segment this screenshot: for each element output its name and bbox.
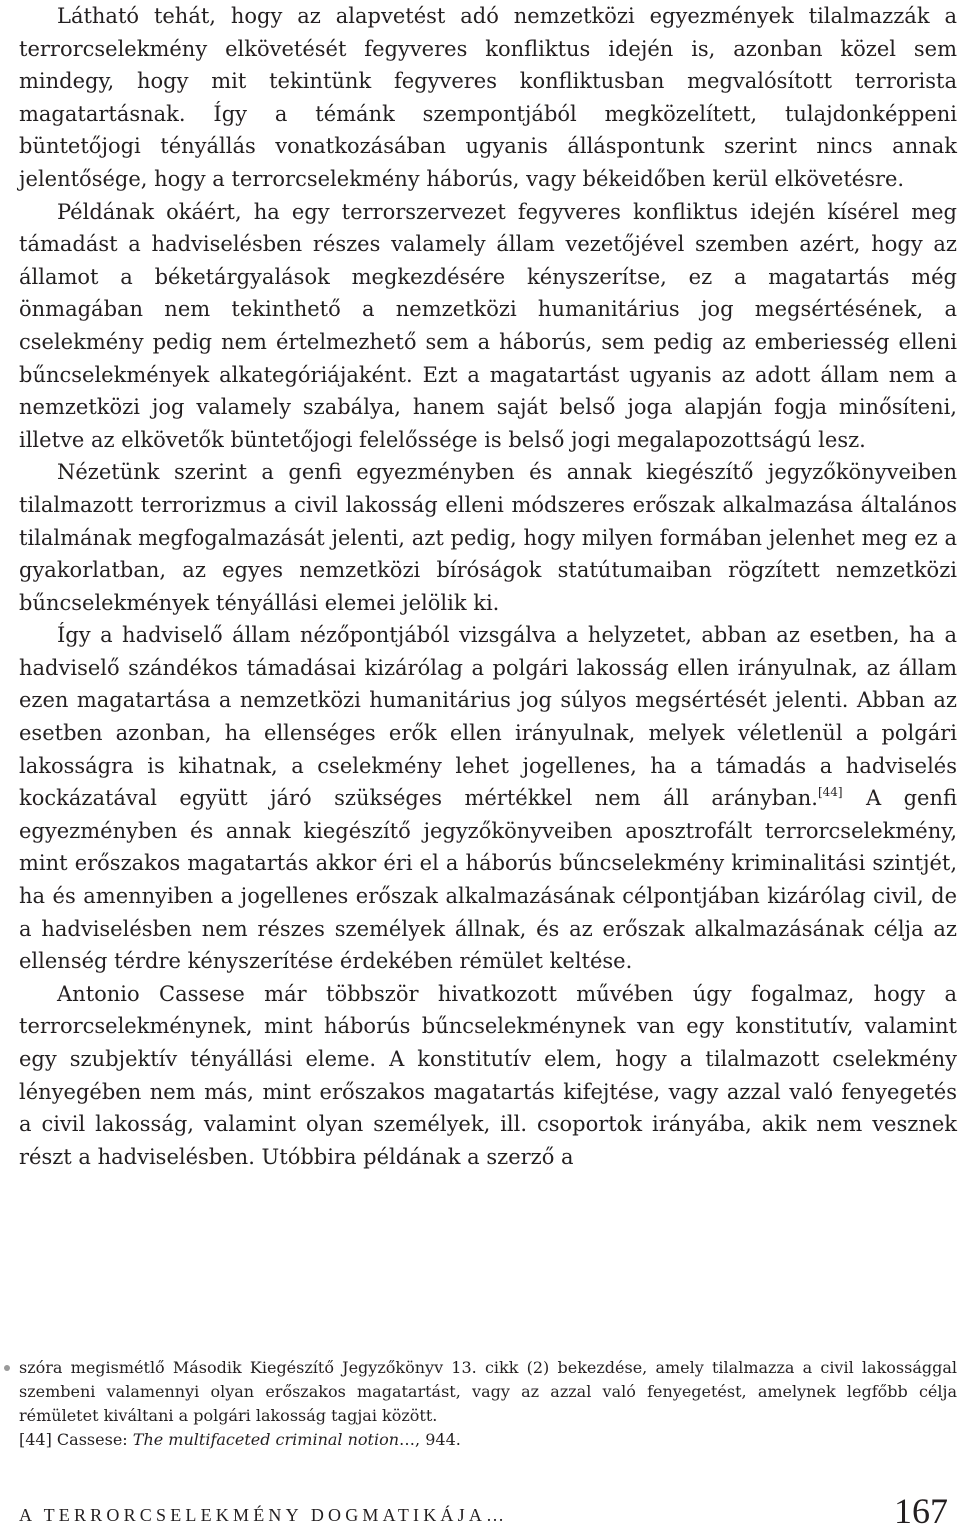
paragraph-4-text-b: A genfi egyezményben és annak kiegészítő jegyzőkönyveiben aposztrofált terrorcselekmény, mint erőszakos magatartás akkor éri el a háborús bűncselekmény kriminalitási szintjét, ha és amennyiben a jogellenes erőszak alkalmazásának célpontjában kizárólag civil, de a hadviselésben nem részes személyek állnak, és az erőszak alkalmazásának célja az ellenség térdre kényszerítése érdekében rémület keltése. bbox=[19, 786, 957, 974]
footnote-44-prefix: [44] Cassese: bbox=[19, 1430, 133, 1449]
main-text bbox=[19, 0, 957, 1173]
paragraph-4-text-a: Így a hadviselő állam nézőpontjából vizsgálva a helyzetet, abban az esetben, ha a hadviselő szándékos támadásai kizárólag a polgári lakosság ellen irányulnak, az állam ezen magatartása a nemzetközi humanitárius jog súlyos megsértését jelenti. Abban az esetben azonban, ha ellenséges erők ellen irányulnak, melyek véletlenül a polgári lakosságra is kihatnak, a cselekmény lehet jogellenes, ha a támadás a hadviselés kockázatával együtt járó szükséges mértékkel nem áll arányban. bbox=[19, 623, 957, 811]
footnote-44-suffix: …, 944. bbox=[399, 1430, 461, 1449]
footnote-reference-44[interactable]: [44] bbox=[817, 785, 843, 800]
paragraph-2: Példának okáért, ha egy terrorszervezet fegyveres konfliktus idején kísérel meg támadást a hadviselésben részes valamely állam vezetőjével szemben azért, hogy az államot a béketárgyalások megkezdésére kényszerítse, ez a magatartás még önmagában nem tekinthető a nemzetközi humanitárius jog megsértésének, a cselekmény pedig nem értelmezhető sem a háborús, sem pedig az emberiesség elleni bűncselekmények alkategóriájaként. Ezt a magatartást ugyanis az adott állam nem a nemzetközi jog valamely szabálya, hanem saját belső joga alapján fogja minősíteni, illetve az elkövetők büntetőjogi felelőssége is belső jogi megalapozottságú lesz. bbox=[19, 199, 957, 452]
paragraph-1: Látható tehát, hogy az alapvetést adó nemzetközi egyezmények tilalmazzák a terrorcselekmény elkövetését fegyveres konfliktus idején is, azonban közel sem mindegy, hogy mit tekintünk fegyveres konfliktusban megvalósított terrorista magatartásnak. Így a témánk szempontjából megközelített, tulajdonképpeni büntetőjogi tényállás vonatkozásában ugyanis álláspontunk szerint nincs annak jelentősége, hogy a terrorcselekmény háborús, vagy békeidőben kerül elkövetésre. bbox=[19, 4, 957, 191]
bullet-icon bbox=[4, 1365, 10, 1371]
footnote-44 bbox=[19, 1428, 957, 1452]
footnote-continued: szóra megismétlő Második Kiegészítő Jegyzőkönyv 13. cikk (2) bekezdése, amely tilalmazza a civil lakossággal szembeni valamennyi olyan erőszakos magatartást, vagy az azzal való fenyegetést, amelynek legfőbb célja rémületet kiváltani a polgári lakosság tagjai között. bbox=[19, 1358, 957, 1425]
page-number: 167 bbox=[894, 1491, 948, 1531]
footnotes bbox=[19, 1356, 957, 1452]
paragraph-4 bbox=[19, 619, 957, 978]
footnote-44-title: The multifaceted criminal notion bbox=[132, 1430, 400, 1449]
running-title: A TERRORCSELEKMÉNY DOGMATIKÁJA… bbox=[19, 1505, 509, 1525]
paragraph-3: Nézetünk szerint a genfi egyezményben és annak kiegészítő jegyzőkönyveiben tilalmazott terrorizmus a civil lakosság elleni módszeres erőszak alkalmazása általános tilalmának megfogalmazását jelenti, azt pedig, hogy milyen formában jelenhet meg ez a gyakorlatban, az egyes nemzetközi bíróságok statútumaiban rögzített nemzetközi bűncselekmények tényállási elemei jelölik ki. bbox=[19, 460, 957, 615]
paragraph-5: Antonio Cassese már többször hivatkozott művében úgy fogalmaz, hogy a terrorcselekménynek, mint háborús bűncselekménynek van egy konstitutív, valamint egy szubjektív tényállási eleme. A konstitutív elem, hogy a tilalmazott cselekmény lényegében nem más, mint erőszakos magatartás kifejtése, vagy azzal való fenyegetés a civil lakosság, valamint olyan személyek, ill. csoportok irányába, akik nem vesznek részt a hadviselésben. Utóbbira példának a szerző a bbox=[19, 981, 957, 1169]
